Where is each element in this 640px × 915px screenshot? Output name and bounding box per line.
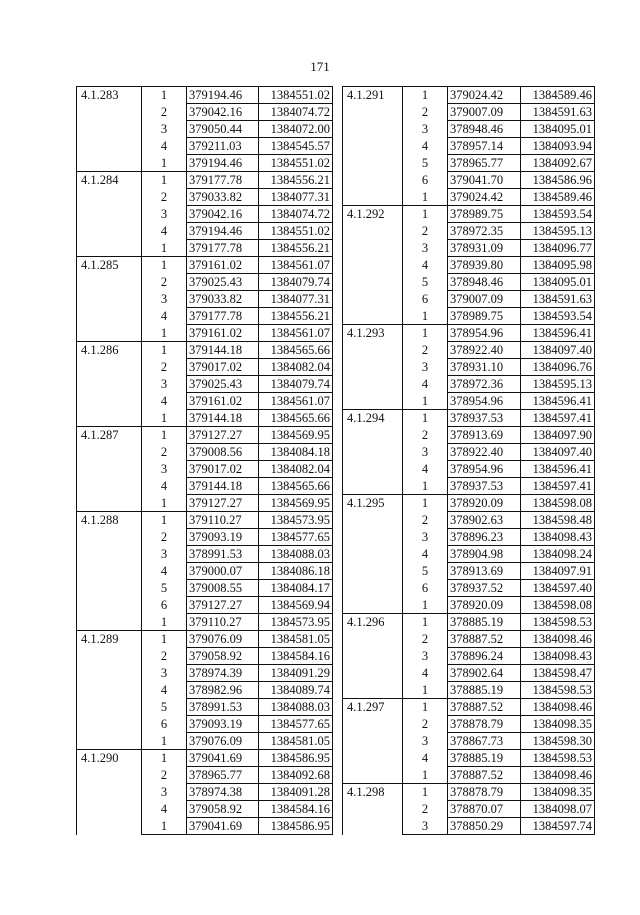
y-coordinate: 1384569.94 <box>259 597 333 614</box>
point-number: 3 <box>160 207 168 221</box>
x-coordinate: 379076.09 <box>187 631 259 648</box>
point-number: 1 <box>142 172 187 189</box>
point-number: 6 <box>421 581 429 595</box>
y-coordinate: 1384098.35 <box>521 784 595 801</box>
point-number: 1 <box>142 257 187 274</box>
x-coordinate: 378913.69 <box>448 427 521 444</box>
x-coordinate: 378902.63 <box>448 512 521 529</box>
point-number: 1 <box>142 427 187 444</box>
y-coordinate: 1384589.46 <box>521 87 595 104</box>
x-coordinate: 378931.09 <box>448 240 521 257</box>
point-number: 3 <box>403 818 448 835</box>
y-coordinate: 1384095.01 <box>521 121 595 138</box>
point-number: 2 <box>160 105 168 119</box>
x-coordinate: 379110.27 <box>187 614 259 631</box>
x-coordinate: 379000.07 <box>187 563 259 580</box>
point-number: 3 <box>160 547 168 561</box>
y-coordinate: 1384586.95 <box>259 750 333 767</box>
parcel-id: 4.1.293 <box>343 325 403 410</box>
point-number: 5 <box>421 275 429 289</box>
x-coordinate: 378913.69 <box>448 563 521 580</box>
x-coordinate: 379127.27 <box>187 427 259 444</box>
x-coordinate: 379007.09 <box>448 291 521 308</box>
point-number: 3 <box>421 241 429 255</box>
x-coordinate: 378965.77 <box>448 155 521 172</box>
point-number: 3 <box>421 530 429 544</box>
x-coordinate: 379177.78 <box>187 240 259 257</box>
point-number: 1 <box>142 325 187 342</box>
point-number: 6 <box>160 598 168 612</box>
x-coordinate: 379194.46 <box>187 87 259 104</box>
point-number: 2 <box>421 513 429 527</box>
x-coordinate: 378922.40 <box>448 342 521 359</box>
y-coordinate: 1384556.21 <box>259 172 333 189</box>
point-number: 1 <box>403 699 448 716</box>
point-number: 1 <box>142 240 187 257</box>
point-number: 4 <box>421 258 429 272</box>
y-coordinate: 1384089.74 <box>259 682 333 699</box>
x-coordinate: 379050.44 <box>187 121 259 138</box>
y-coordinate: 1384581.05 <box>259 733 333 750</box>
y-coordinate: 1384598.08 <box>521 597 595 614</box>
parcel-id: 4.1.298 <box>343 784 403 835</box>
table-row <box>343 87 595 104</box>
y-coordinate: 1384084.17 <box>259 580 333 597</box>
point-number: 2 <box>160 360 168 374</box>
point-number: 3 <box>421 734 429 748</box>
point-number: 4 <box>160 564 168 578</box>
point-number: 4 <box>421 462 429 476</box>
point-number: 4 <box>421 139 429 153</box>
x-coordinate: 378885.19 <box>448 682 521 699</box>
x-coordinate: 379127.27 <box>187 597 259 614</box>
y-coordinate: 1384077.31 <box>259 189 333 206</box>
y-coordinate: 1384084.18 <box>259 444 333 461</box>
x-coordinate: 378878.79 <box>448 784 521 801</box>
x-coordinate: 378931.10 <box>448 359 521 376</box>
table-row <box>343 699 595 716</box>
point-number: 3 <box>421 649 429 663</box>
x-coordinate: 378887.52 <box>448 699 521 716</box>
x-coordinate: 379024.42 <box>448 189 521 206</box>
x-coordinate: 379033.82 <box>187 189 259 206</box>
point-number: 2 <box>421 105 429 119</box>
point-number: 2 <box>421 802 429 816</box>
coordinates-table-left <box>76 86 333 835</box>
point-number: 1 <box>403 410 448 427</box>
parcel-id: 4.1.284 <box>77 172 142 257</box>
x-coordinate: 378885.19 <box>448 750 521 767</box>
parcel-id: 4.1.297 <box>343 699 403 784</box>
x-coordinate: 379144.18 <box>187 410 259 427</box>
y-coordinate: 1384596.41 <box>521 325 595 342</box>
point-number: 1 <box>403 597 448 614</box>
x-coordinate: 378974.38 <box>187 784 259 801</box>
point-number: 4 <box>160 802 168 816</box>
y-coordinate: 1384098.24 <box>521 546 595 563</box>
y-coordinate: 1384561.07 <box>259 393 333 410</box>
point-number: 1 <box>142 155 187 172</box>
y-coordinate: 1384098.07 <box>521 801 595 818</box>
parcel-id: 4.1.287 <box>77 427 142 512</box>
x-coordinate: 378954.96 <box>448 461 521 478</box>
x-coordinate: 378922.40 <box>448 444 521 461</box>
parcel-id: 4.1.285 <box>77 257 142 342</box>
point-number: 1 <box>142 410 187 427</box>
table-row <box>343 325 595 342</box>
y-coordinate: 1384077.31 <box>259 291 333 308</box>
y-coordinate: 1384091.28 <box>259 784 333 801</box>
x-coordinate: 378937.52 <box>448 580 521 597</box>
y-coordinate: 1384079.74 <box>259 274 333 291</box>
y-coordinate: 1384551.02 <box>259 223 333 240</box>
table-row <box>77 342 333 359</box>
x-coordinate: 379042.16 <box>187 206 259 223</box>
point-number: 1 <box>403 767 448 784</box>
y-coordinate: 1384598.08 <box>521 495 595 512</box>
point-number: 1 <box>403 614 448 631</box>
x-coordinate: 378972.36 <box>448 376 521 393</box>
y-coordinate: 1384092.68 <box>259 767 333 784</box>
y-coordinate: 1384596.41 <box>521 461 595 478</box>
point-number: 1 <box>403 784 448 801</box>
x-coordinate: 378904.98 <box>448 546 521 563</box>
point-number: 2 <box>421 632 429 646</box>
point-number: 1 <box>403 325 448 342</box>
table-row <box>77 257 333 274</box>
y-coordinate: 1384086.18 <box>259 563 333 580</box>
y-coordinate: 1384556.21 <box>259 308 333 325</box>
x-coordinate: 379008.56 <box>187 444 259 461</box>
x-coordinate: 379017.02 <box>187 359 259 376</box>
point-number: 4 <box>160 683 168 697</box>
x-coordinate: 379194.46 <box>187 155 259 172</box>
y-coordinate: 1384095.01 <box>521 274 595 291</box>
point-number: 1 <box>142 750 187 767</box>
x-coordinate: 378954.96 <box>448 393 521 410</box>
y-coordinate: 1384596.41 <box>521 393 595 410</box>
point-number: 4 <box>421 547 429 561</box>
parcel-id: 4.1.292 <box>343 206 403 325</box>
point-number: 3 <box>160 666 168 680</box>
x-coordinate: 379042.16 <box>187 104 259 121</box>
y-coordinate: 1384593.54 <box>521 206 595 223</box>
y-coordinate: 1384597.74 <box>521 818 595 835</box>
x-coordinate: 379177.78 <box>187 172 259 189</box>
y-coordinate: 1384589.46 <box>521 189 595 206</box>
point-number: 1 <box>403 308 448 325</box>
point-number: 1 <box>142 818 187 835</box>
point-number: 3 <box>160 122 168 136</box>
point-number: 3 <box>160 462 168 476</box>
y-coordinate: 1384565.66 <box>259 342 333 359</box>
table-row <box>343 410 595 427</box>
x-coordinate: 378974.39 <box>187 665 259 682</box>
y-coordinate: 1384098.35 <box>521 716 595 733</box>
x-coordinate: 378972.35 <box>448 223 521 240</box>
point-number: 2 <box>160 530 168 544</box>
y-coordinate: 1384074.72 <box>259 104 333 121</box>
y-coordinate: 1384072.00 <box>259 121 333 138</box>
parcel-id: 4.1.286 <box>77 342 142 427</box>
y-coordinate: 1384598.30 <box>521 733 595 750</box>
y-coordinate: 1384096.77 <box>521 240 595 257</box>
x-coordinate: 378948.46 <box>448 121 521 138</box>
x-coordinate: 379025.43 <box>187 376 259 393</box>
x-coordinate: 379007.09 <box>448 104 521 121</box>
table-row <box>77 427 333 444</box>
y-coordinate: 1384556.21 <box>259 240 333 257</box>
x-coordinate: 379017.02 <box>187 461 259 478</box>
point-number: 2 <box>421 343 429 357</box>
x-coordinate: 379058.92 <box>187 648 259 665</box>
x-coordinate: 379110.27 <box>187 512 259 529</box>
y-coordinate: 1384598.53 <box>521 750 595 767</box>
x-coordinate: 378982.96 <box>187 682 259 699</box>
parcel-id: 4.1.295 <box>343 495 403 614</box>
y-coordinate: 1384098.46 <box>521 699 595 716</box>
y-coordinate: 1384569.95 <box>259 427 333 444</box>
x-coordinate: 379093.19 <box>187 529 259 546</box>
y-coordinate: 1384088.03 <box>259 546 333 563</box>
point-number: 1 <box>142 631 187 648</box>
y-coordinate: 1384097.40 <box>521 342 595 359</box>
point-number: 5 <box>421 564 429 578</box>
point-number: 6 <box>421 292 429 306</box>
y-coordinate: 1384597.40 <box>521 580 595 597</box>
point-number: 2 <box>160 190 168 204</box>
y-coordinate: 1384561.07 <box>259 325 333 342</box>
y-coordinate: 1384098.43 <box>521 648 595 665</box>
x-coordinate: 379144.18 <box>187 478 259 495</box>
parcel-id: 4.1.283 <box>77 87 142 172</box>
y-coordinate: 1384545.57 <box>259 138 333 155</box>
x-coordinate: 378878.79 <box>448 716 521 733</box>
point-number: 1 <box>142 733 187 750</box>
point-number: 1 <box>403 495 448 512</box>
y-coordinate: 1384098.43 <box>521 529 595 546</box>
y-coordinate: 1384098.46 <box>521 631 595 648</box>
point-number: 6 <box>160 717 168 731</box>
table-row <box>343 614 595 631</box>
point-number: 1 <box>142 512 187 529</box>
y-coordinate: 1384577.65 <box>259 529 333 546</box>
x-coordinate: 379093.19 <box>187 716 259 733</box>
point-number: 2 <box>160 768 168 782</box>
y-coordinate: 1384561.07 <box>259 257 333 274</box>
table-row <box>343 495 595 512</box>
y-coordinate: 1384593.54 <box>521 308 595 325</box>
x-coordinate: 378896.24 <box>448 648 521 665</box>
y-coordinate: 1384584.16 <box>259 648 333 665</box>
point-number: 1 <box>403 87 448 104</box>
parcel-id: 4.1.290 <box>77 750 142 835</box>
x-coordinate: 379127.27 <box>187 495 259 512</box>
point-number: 3 <box>160 377 168 391</box>
x-coordinate: 379033.82 <box>187 291 259 308</box>
point-number: 2 <box>421 224 429 238</box>
y-coordinate: 1384551.02 <box>259 155 333 172</box>
x-coordinate: 379161.02 <box>187 393 259 410</box>
y-coordinate: 1384569.95 <box>259 495 333 512</box>
y-coordinate: 1384079.74 <box>259 376 333 393</box>
x-coordinate: 379211.03 <box>187 138 259 155</box>
y-coordinate: 1384551.02 <box>259 87 333 104</box>
point-number: 3 <box>160 785 168 799</box>
point-number: 4 <box>421 377 429 391</box>
table-row <box>343 206 595 223</box>
y-coordinate: 1384577.65 <box>259 716 333 733</box>
point-number: 5 <box>421 156 429 170</box>
point-number: 1 <box>142 614 187 631</box>
x-coordinate: 378954.96 <box>448 325 521 342</box>
parcel-id: 4.1.289 <box>77 631 142 750</box>
x-coordinate: 378939.80 <box>448 257 521 274</box>
x-coordinate: 378989.75 <box>448 308 521 325</box>
x-coordinate: 378957.14 <box>448 138 521 155</box>
y-coordinate: 1384584.16 <box>259 801 333 818</box>
x-coordinate: 379194.46 <box>187 223 259 240</box>
x-coordinate: 379161.02 <box>187 257 259 274</box>
y-coordinate: 1384074.72 <box>259 206 333 223</box>
point-number: 4 <box>160 479 168 493</box>
x-coordinate: 378920.09 <box>448 495 521 512</box>
parcel-id: 4.1.288 <box>77 512 142 631</box>
y-coordinate: 1384597.41 <box>521 478 595 495</box>
y-coordinate: 1384598.53 <box>521 614 595 631</box>
point-number: 3 <box>421 445 429 459</box>
x-coordinate: 379041.70 <box>448 172 521 189</box>
table-row <box>77 512 333 529</box>
y-coordinate: 1384573.95 <box>259 614 333 631</box>
x-coordinate: 378887.52 <box>448 767 521 784</box>
x-coordinate: 378867.73 <box>448 733 521 750</box>
point-number: 1 <box>142 87 187 104</box>
x-coordinate: 378902.64 <box>448 665 521 682</box>
y-coordinate: 1384565.66 <box>259 410 333 427</box>
y-coordinate: 1384097.40 <box>521 444 595 461</box>
y-coordinate: 1384595.13 <box>521 223 595 240</box>
point-number: 5 <box>160 700 168 714</box>
y-coordinate: 1384597.41 <box>521 410 595 427</box>
y-coordinate: 1384091.29 <box>259 665 333 682</box>
table-row <box>77 172 333 189</box>
point-number: 2 <box>421 717 429 731</box>
y-coordinate: 1384598.53 <box>521 682 595 699</box>
parcel-id: 4.1.296 <box>343 614 403 699</box>
y-coordinate: 1384095.98 <box>521 257 595 274</box>
y-coordinate: 1384586.95 <box>259 818 333 835</box>
y-coordinate: 1384598.47 <box>521 665 595 682</box>
point-number: 1 <box>142 342 187 359</box>
point-number: 1 <box>142 495 187 512</box>
y-coordinate: 1384586.96 <box>521 172 595 189</box>
x-coordinate: 379024.42 <box>448 87 521 104</box>
y-coordinate: 1384097.91 <box>521 563 595 580</box>
point-number: 2 <box>160 649 168 663</box>
point-number: 4 <box>421 751 429 765</box>
y-coordinate: 1384591.63 <box>521 291 595 308</box>
x-coordinate: 378887.52 <box>448 631 521 648</box>
x-coordinate: 378937.53 <box>448 410 521 427</box>
point-number: 2 <box>421 428 429 442</box>
point-number: 1 <box>403 206 448 223</box>
y-coordinate: 1384092.67 <box>521 155 595 172</box>
y-coordinate: 1384595.13 <box>521 376 595 393</box>
x-coordinate: 378965.77 <box>187 767 259 784</box>
y-coordinate: 1384098.46 <box>521 767 595 784</box>
table-row <box>77 631 333 648</box>
x-coordinate: 379058.92 <box>187 801 259 818</box>
table-row <box>77 750 333 767</box>
parcel-id: 4.1.294 <box>343 410 403 495</box>
x-coordinate: 378948.46 <box>448 274 521 291</box>
y-coordinate: 1384097.90 <box>521 427 595 444</box>
point-number: 1 <box>403 682 448 699</box>
y-coordinate: 1384581.05 <box>259 631 333 648</box>
y-coordinate: 1384082.04 <box>259 359 333 376</box>
coordinates-table-right <box>342 86 595 835</box>
point-number: 2 <box>160 445 168 459</box>
point-number: 1 <box>403 189 448 206</box>
y-coordinate: 1384093.94 <box>521 138 595 155</box>
point-number: 3 <box>160 292 168 306</box>
y-coordinate: 1384082.04 <box>259 461 333 478</box>
page-number: 171 <box>310 59 330 74</box>
point-number: 1 <box>403 393 448 410</box>
point-number: 5 <box>160 581 168 595</box>
x-coordinate: 379041.69 <box>187 818 259 835</box>
point-number: 4 <box>421 666 429 680</box>
x-coordinate: 378850.29 <box>448 818 521 835</box>
x-coordinate: 378991.53 <box>187 546 259 563</box>
x-coordinate: 379161.02 <box>187 325 259 342</box>
point-number: 4 <box>160 394 168 408</box>
point-number: 4 <box>160 139 168 153</box>
point-number: 6 <box>421 173 429 187</box>
y-coordinate: 1384096.76 <box>521 359 595 376</box>
x-coordinate: 379076.09 <box>187 733 259 750</box>
y-coordinate: 1384573.95 <box>259 512 333 529</box>
y-coordinate: 1384598.48 <box>521 512 595 529</box>
parcel-id: 4.1.291 <box>343 87 403 206</box>
table-row <box>343 784 595 801</box>
point-number: 4 <box>160 224 168 238</box>
point-number: 3 <box>421 122 429 136</box>
x-coordinate: 379041.69 <box>187 750 259 767</box>
x-coordinate: 378937.53 <box>448 478 521 495</box>
point-number: 4 <box>160 309 168 323</box>
x-coordinate: 378885.19 <box>448 614 521 631</box>
x-coordinate: 379144.18 <box>187 342 259 359</box>
point-number: 3 <box>421 360 429 374</box>
y-coordinate: 1384088.03 <box>259 699 333 716</box>
x-coordinate: 378896.23 <box>448 529 521 546</box>
x-coordinate: 378989.75 <box>448 206 521 223</box>
table-row <box>77 87 333 104</box>
y-coordinate: 1384591.63 <box>521 104 595 121</box>
x-coordinate: 379025.43 <box>187 274 259 291</box>
x-coordinate: 378870.07 <box>448 801 521 818</box>
x-coordinate: 379177.78 <box>187 308 259 325</box>
x-coordinate: 378991.53 <box>187 699 259 716</box>
point-number: 1 <box>403 478 448 495</box>
y-coordinate: 1384565.66 <box>259 478 333 495</box>
x-coordinate: 378920.09 <box>448 597 521 614</box>
x-coordinate: 379008.55 <box>187 580 259 597</box>
point-number: 2 <box>160 275 168 289</box>
